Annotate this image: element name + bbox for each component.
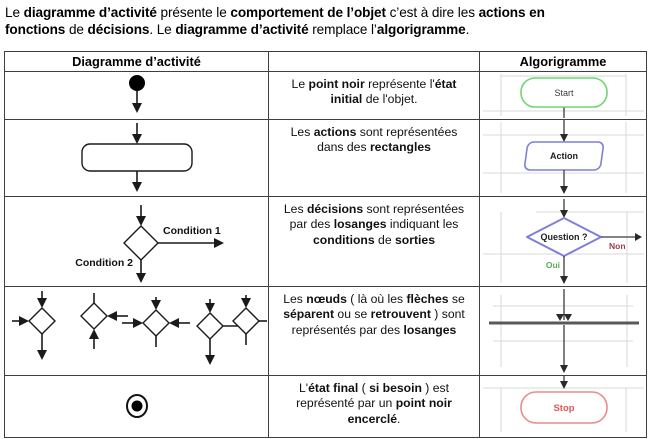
arrow-right-icon bbox=[635, 233, 642, 241]
condition1-label: Condition 1 bbox=[162, 225, 221, 237]
arrow-down-icon bbox=[560, 210, 568, 218]
cell-desc-action bbox=[269, 120, 480, 197]
cell-desc-decision bbox=[269, 197, 480, 287]
node-diamond bbox=[29, 308, 55, 334]
arrow-down-icon bbox=[136, 216, 146, 226]
uml-nodes-diagram bbox=[6, 287, 268, 374]
arrow-left-icon bbox=[169, 318, 179, 328]
arrow-right-icon bbox=[19, 316, 29, 326]
comparison-table bbox=[4, 51, 647, 438]
desc-final-state: L'état final ( si besoin ) est représenté par un point noir encerclé. bbox=[296, 381, 452, 426]
table-row-final-state bbox=[5, 376, 647, 438]
node-merge-1 bbox=[12, 291, 55, 360]
cell-uml-final-state bbox=[5, 376, 269, 438]
arrow-down-icon bbox=[560, 134, 568, 142]
table-header-row bbox=[5, 52, 647, 72]
cell-desc-final-state bbox=[269, 376, 480, 438]
header-middle-empty bbox=[269, 52, 480, 72]
header-diagramme-activite: Diagramme d’activité bbox=[5, 52, 269, 72]
table-row-initial-state bbox=[5, 72, 647, 120]
arrow-right-icon bbox=[214, 238, 224, 248]
arrow-down-icon bbox=[132, 103, 142, 113]
arrow-down-icon bbox=[37, 350, 47, 360]
cell-desc-initial-state bbox=[269, 72, 480, 120]
cell-flow-decision bbox=[480, 197, 647, 287]
intro-paragraph: Le diagramme d’activité présente le comportement de l’objet c’est à dire les actions en fonctions de décisions. Le diagramme d’activité remplace l’algorigramme. bbox=[5, 5, 545, 38]
oui-label: Oui bbox=[545, 260, 560, 270]
arrow-down-icon bbox=[205, 355, 215, 365]
arrow-down-icon bbox=[205, 303, 215, 313]
header-algorigramme: Algorigramme bbox=[480, 52, 647, 72]
arrow-down-icon bbox=[151, 300, 161, 310]
desc-initial-state: Le point noir représente l'état initial de l'objet. bbox=[291, 77, 457, 107]
arrow-left-icon bbox=[107, 311, 117, 321]
arrow-down-icon bbox=[560, 186, 568, 194]
desc-action: Les actions sont représentées dans des rectangles bbox=[290, 125, 458, 155]
node-fork-5 bbox=[233, 295, 267, 345]
flowchart-decision-snippet bbox=[481, 197, 646, 285]
uml-initial-state-diagram bbox=[6, 72, 268, 118]
desc-nodes: Les nœuds ( là où les flèches se séparent ou se retrouvent ) sont représentés par des losanges bbox=[283, 292, 465, 337]
flowchart-action-snippet bbox=[481, 120, 646, 195]
arrow-down-icon bbox=[560, 365, 568, 373]
flowchart-merge-snippet bbox=[481, 287, 646, 374]
cell-flow-start bbox=[480, 72, 647, 120]
arrow-down-icon bbox=[136, 273, 146, 283]
cell-uml-initial-state bbox=[5, 72, 269, 120]
action-rectangle bbox=[82, 144, 192, 171]
uml-action-diagram bbox=[6, 120, 268, 195]
table-row-action bbox=[5, 120, 647, 197]
cell-desc-nodes bbox=[269, 287, 480, 376]
arrow-right-icon bbox=[133, 318, 143, 328]
arrow-down-icon bbox=[37, 298, 47, 308]
start-label: Start bbox=[553, 88, 574, 98]
flowchart-stop-snippet bbox=[481, 376, 646, 436]
cell-uml-decision bbox=[5, 197, 269, 287]
cell-flow-stop bbox=[480, 376, 647, 438]
arrow-down-icon bbox=[556, 314, 564, 321]
table-row-nodes bbox=[5, 287, 647, 376]
cell-flow-merge bbox=[480, 287, 647, 376]
node-diamond bbox=[81, 303, 107, 329]
cell-uml-nodes bbox=[5, 287, 269, 376]
node-fork-4 bbox=[197, 299, 244, 365]
non-label: Non bbox=[608, 241, 626, 251]
cell-flow-action bbox=[480, 120, 647, 197]
node-diamond bbox=[143, 310, 169, 336]
flowchart-start-snippet bbox=[481, 72, 646, 118]
desc-decision: Les décisions sont représentées par des losanges indiquant les conditions de sorties bbox=[283, 202, 465, 247]
arrow-up-icon bbox=[89, 329, 99, 339]
uml-decision-diagram bbox=[6, 197, 268, 285]
node-diamond bbox=[233, 308, 259, 334]
node-merge-2 bbox=[81, 293, 128, 349]
condition2-label: Condition 2 bbox=[74, 257, 133, 269]
action-label: Action bbox=[549, 151, 578, 161]
arrow-down-icon bbox=[132, 182, 142, 192]
stop-label: Stop bbox=[552, 403, 575, 414]
cell-uml-action bbox=[5, 120, 269, 197]
question-label: Question ? bbox=[540, 232, 587, 242]
decision-diamond bbox=[124, 226, 158, 260]
final-state-dot bbox=[131, 401, 142, 412]
initial-state-dot bbox=[129, 75, 145, 91]
node-diamond bbox=[197, 313, 223, 339]
node-merge-3 bbox=[122, 297, 190, 347]
arrow-down-icon bbox=[132, 134, 142, 144]
arrow-down-icon bbox=[241, 298, 251, 308]
arrow-down-icon bbox=[564, 314, 572, 321]
table-row-decision bbox=[5, 197, 647, 287]
arrow-down-icon bbox=[560, 276, 568, 284]
uml-final-state-diagram bbox=[6, 376, 268, 436]
